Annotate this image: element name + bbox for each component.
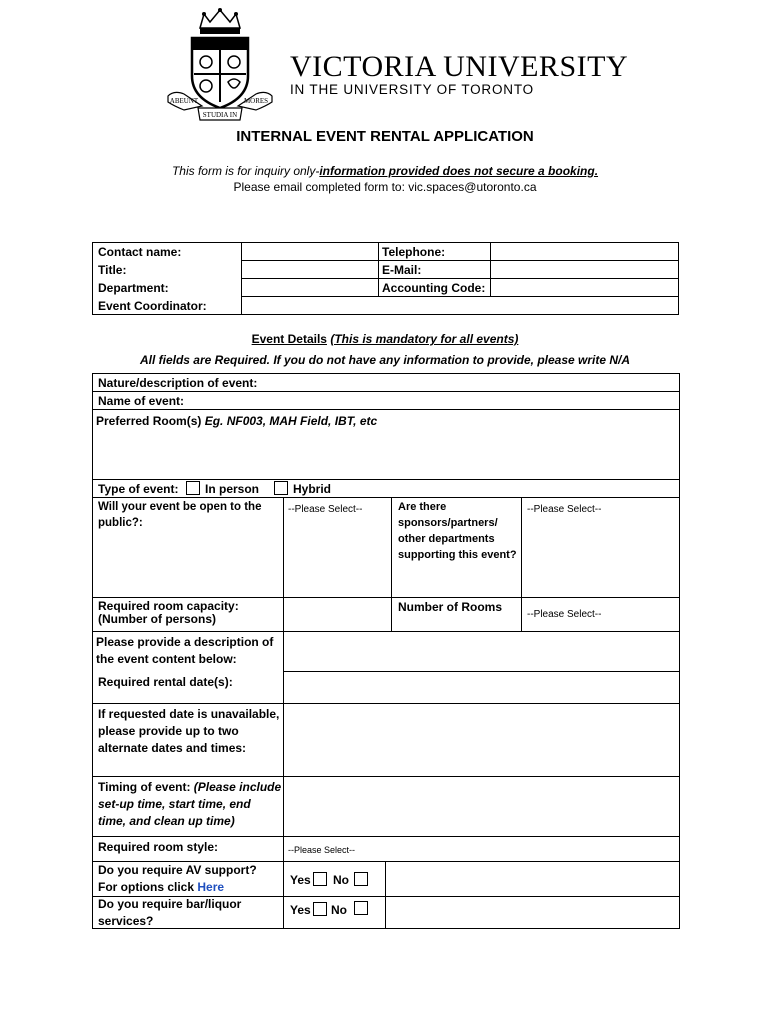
timing-note: (Please include set-up time, start time, end time, and clean up time): [98, 780, 282, 828]
alternate-dates-label: If requested date is unavailable, please provide up to two alternate dates and times:: [98, 707, 280, 755]
event-details-mandatory-note: (This is mandatory for all events): [330, 332, 519, 346]
av-options-here-link[interactable]: Here: [197, 880, 225, 894]
accounting-code-label: Accounting Code:: [382, 281, 486, 295]
crest-motto-left: ABEUNT: [169, 97, 199, 105]
university-name: VICTORIA UNIVERSITY: [290, 50, 629, 83]
sponsors-label: Are there sponsors/partners/ other departments supporting this event?: [398, 501, 517, 561]
bar-no-checkbox[interactable]: [354, 901, 368, 915]
timing-text: Timing of event:: [98, 780, 191, 794]
crest-motto-center: STUDIA IN: [202, 111, 238, 119]
bar-liquor-label: Do you require bar/liquor services?: [98, 897, 242, 928]
inquiry-notice-emphasis: information provided does not secure a booking.: [319, 164, 599, 178]
accounting-code-field[interactable]: [491, 279, 678, 296]
number-of-rooms-label: Number of Rooms: [398, 600, 503, 614]
bar-yes-checkbox[interactable]: [313, 902, 327, 916]
title-field[interactable]: [242, 261, 378, 278]
bar-yes-label: Yes: [290, 903, 311, 917]
email-label: E-Mail:: [382, 263, 422, 277]
timing-field[interactable]: [284, 777, 679, 836]
victoria-crest-logo: [164, 6, 276, 124]
av-no-checkbox[interactable]: [354, 872, 368, 886]
telephone-field[interactable]: [491, 243, 678, 260]
nature-description-label: Nature/description of event:: [98, 376, 258, 390]
required-fields-note: All fields are Required. If you do not have any information to provide, please write N/A: [139, 353, 631, 367]
bar-no-label: No: [331, 903, 347, 917]
rental-dates-field[interactable]: [284, 672, 679, 703]
room-capacity-text: Required room capacity:: [98, 599, 239, 613]
contact-name-field[interactable]: [242, 243, 378, 260]
hybrid-checkbox[interactable]: [274, 481, 288, 495]
email-field[interactable]: [491, 261, 678, 278]
sponsors-select[interactable]: --Please Select--: [527, 504, 602, 515]
av-no-label: No: [333, 873, 349, 887]
crest-motto-right: MORES: [243, 97, 269, 105]
hybrid-label: Hybrid: [293, 482, 332, 496]
form-title: INTERNAL EVENT RENTAL APPLICATION: [236, 128, 534, 145]
event-description-field[interactable]: [284, 632, 679, 671]
event-description-label: Please provide a description of the event content below:: [96, 635, 274, 666]
open-to-public-select[interactable]: --Please Select--: [288, 504, 363, 515]
number-of-rooms-select[interactable]: --Please Select--: [527, 609, 602, 620]
preferred-rooms-field[interactable]: [93, 430, 679, 478]
department-label: Department:: [98, 281, 169, 295]
name-of-event-label: Name of event:: [98, 394, 185, 408]
room-style-select[interactable]: --Please Select--: [288, 845, 356, 855]
event-coordinator-field[interactable]: [242, 297, 678, 314]
in-person-label: In person: [205, 482, 260, 496]
open-to-public-label: Will your event be open to the public?:: [98, 501, 262, 529]
inquiry-notice: [0, 164, 770, 178]
room-capacity-subtext: (Number of persons): [98, 612, 217, 626]
timing-label: [98, 779, 282, 830]
preferred-rooms-text: Preferred Room(s): [96, 414, 202, 428]
alternate-dates-field[interactable]: [284, 704, 679, 776]
type-of-event-label: Type of event:: [98, 482, 179, 496]
room-style-label: Required room style:: [98, 840, 219, 854]
room-capacity-field[interactable]: [284, 598, 391, 631]
in-person-checkbox[interactable]: [186, 481, 200, 495]
contact-name-label: Contact name:: [98, 245, 182, 259]
department-field[interactable]: [242, 279, 378, 296]
event-details-heading: [0, 332, 770, 346]
av-options-text: For options click: [98, 880, 195, 894]
av-options-line: [98, 879, 282, 896]
av-yes-checkbox[interactable]: [313, 872, 327, 886]
av-support-text: Do you require AV support?: [98, 863, 257, 877]
event-coordinator-label: Event Coordinator:: [98, 299, 207, 313]
telephone-label: Telephone:: [382, 245, 446, 259]
inquiry-notice-prefix: This form is for inquiry only-: [171, 164, 320, 178]
preferred-rooms-label: [96, 414, 377, 428]
university-subtitle: IN THE UNIVERSITY OF TORONTO: [290, 82, 534, 97]
preferred-rooms-example: Eg. NF003, MAH Field, IBT, etc: [204, 414, 378, 428]
av-support-label: [98, 862, 282, 896]
event-details-title: Event Details: [251, 332, 327, 346]
av-yes-label: Yes: [290, 873, 311, 887]
room-capacity-label: [98, 600, 239, 626]
email-instruction: Please email completed form to: vic.spaces@utoronto.ca: [233, 180, 537, 194]
title-label: Title:: [98, 263, 127, 277]
rental-dates-label: Required rental date(s):: [98, 675, 233, 689]
